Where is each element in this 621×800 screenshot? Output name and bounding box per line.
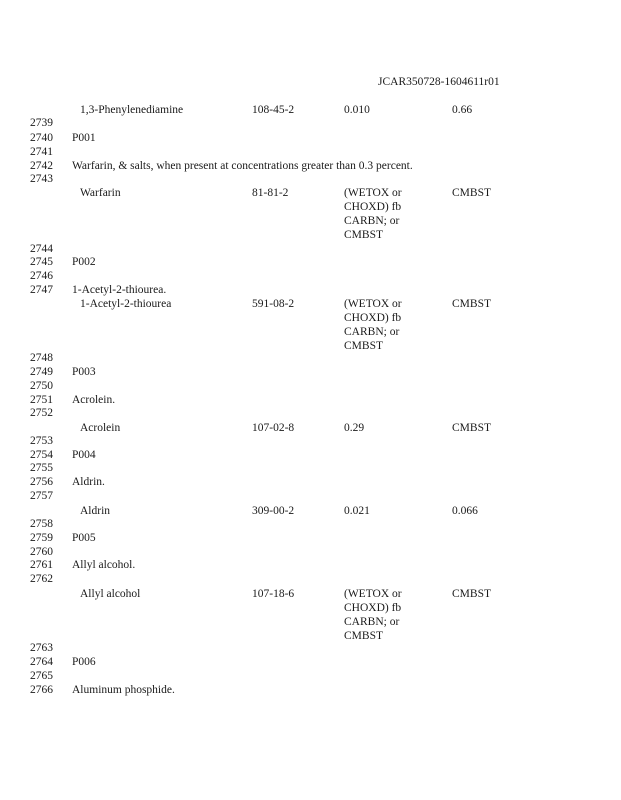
line-number: 2746	[30, 270, 53, 282]
table-cell-cas-number: 108-45-2	[252, 104, 295, 116]
line-number: 2764	[30, 656, 53, 668]
line-number: 2758	[30, 518, 53, 530]
table-cell-wastewater-standard: 0.29	[344, 422, 365, 434]
line-number: 2753	[30, 435, 53, 447]
line-number: 2765	[30, 670, 53, 682]
table-cell-nonwastewater-standard: 0.66	[452, 104, 473, 116]
table-cell-cas-number: 309-00-2	[252, 505, 295, 517]
table-cell-waste-name: Acrolein	[80, 422, 121, 434]
waste-code: P002	[72, 256, 96, 268]
line-number: 2741	[30, 146, 53, 158]
waste-code: P004	[72, 449, 96, 461]
line-number: 2756	[30, 476, 53, 488]
waste-description: Acrolein.	[72, 394, 116, 406]
table-cell-wastewater-standard: (WETOX or CHOXD) fb CARBN; or CMBST	[344, 187, 402, 241]
table-cell-waste-name: Allyl alcohol	[80, 588, 141, 600]
table-cell-wastewater-standard: (WETOX or CHOXD) fb CARBN; or CMBST	[344, 588, 402, 642]
line-number: 2763	[30, 642, 53, 654]
table-cell-nonwastewater-standard: CMBST	[452, 298, 491, 310]
table-cell-cas-number: 107-02-8	[252, 422, 295, 434]
line-number: 2739	[30, 117, 53, 129]
waste-description: Aldrin.	[72, 476, 105, 488]
table-cell-cas-number: 81-81-2	[252, 187, 289, 199]
line-number: 2766	[30, 684, 53, 696]
line-number: 2751	[30, 394, 53, 406]
line-number: 2748	[30, 352, 53, 364]
line-number: 2747	[30, 284, 53, 296]
line-number: 2744	[30, 243, 53, 255]
table-cell-nonwastewater-standard: CMBST	[452, 422, 491, 434]
table-cell-nonwastewater-standard: CMBST	[452, 588, 491, 600]
line-number: 2760	[30, 546, 53, 558]
waste-code: P001	[72, 132, 96, 144]
line-number: 2742	[30, 160, 53, 172]
table-cell-cas-number: 591-08-2	[252, 298, 295, 310]
table-cell-wastewater-standard: (WETOX or CHOXD) fb CARBN; or CMBST	[344, 298, 402, 352]
waste-description: Aluminum phosphide.	[72, 684, 175, 696]
line-number: 2755	[30, 462, 53, 474]
line-number: 2757	[30, 490, 53, 502]
table-cell-waste-name: 1,3-Phenylenediamine	[80, 104, 184, 116]
waste-description: Allyl alcohol.	[72, 559, 136, 571]
table-cell-waste-name: Aldrin	[80, 505, 111, 517]
line-number: 2745	[30, 256, 53, 268]
waste-code: P006	[72, 656, 96, 668]
table-cell-cas-number: 107-18-6	[252, 588, 295, 600]
waste-description: 1-Acetyl-2-thiourea.	[72, 284, 167, 296]
document-id-header: JCAR350728-1604611r01	[378, 76, 500, 88]
waste-code: P003	[72, 366, 96, 378]
waste-description: Warfarin, & salts, when present at concentrations greater than 0.3 percent.	[72, 160, 413, 172]
line-number: 2759	[30, 532, 53, 544]
line-number: 2754	[30, 449, 53, 461]
table-cell-wastewater-standard: 0.010	[344, 104, 370, 116]
line-number: 2750	[30, 380, 53, 392]
line-number: 2761	[30, 559, 53, 571]
line-number: 2740	[30, 132, 53, 144]
table-cell-waste-name: 1-Acetyl-2-thiourea	[80, 298, 172, 310]
table-cell-nonwastewater-standard: 0.066	[452, 505, 478, 517]
line-number: 2762	[30, 573, 53, 585]
line-number: 2752	[30, 407, 53, 419]
table-cell-wastewater-standard: 0.021	[344, 505, 370, 517]
waste-code: P005	[72, 532, 96, 544]
table-cell-nonwastewater-standard: CMBST	[452, 187, 491, 199]
line-number: 2743	[30, 173, 53, 185]
table-cell-waste-name: Warfarin	[80, 187, 121, 199]
line-number: 2749	[30, 366, 53, 378]
